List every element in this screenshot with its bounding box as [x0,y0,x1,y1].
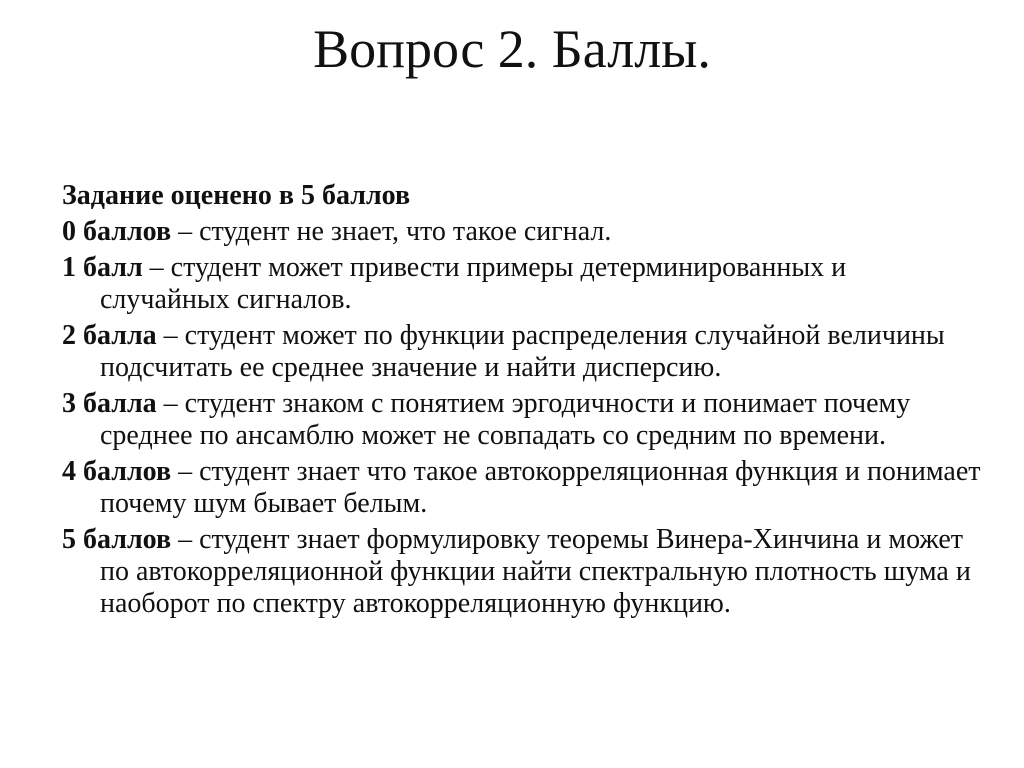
score-label: 5 баллов [62,524,172,555]
score-label: 2 балла [62,320,157,351]
criteria-item-3 [62,388,982,452]
criteria-item-4 [62,456,982,520]
criteria-item-1 [62,252,982,316]
slide-title: Вопрос 2. Баллы. [313,19,711,79]
score-description: – студент не знает, что такое сигнал. [171,216,612,247]
score-label: 3 балла [62,388,157,419]
score-description: – студент может по функции распределения случайной величины подсчитать ее среднее значение и найти дисперсию. [100,320,945,383]
criteria-heading: Задание оценено в 5 баллов [62,180,411,211]
score-label: 1 балл [62,252,143,283]
score-description: – студент может привести примеры детерминированных и случайных сигналов. [100,252,847,315]
score-description: – студент знает формулировку теоремы Винера-Хинчина и может по автокорреляционной функции найти спектральную плотность шума и наоборот по спектру автокорреляционную функцию. [100,524,971,619]
score-description: – студент знает что такое автокорреляционная функция и понимает почему шум бывает белым. [100,456,981,519]
score-label: 4 баллов [62,456,172,487]
score-label: 0 баллов [62,216,172,247]
grading-criteria [62,180,982,624]
criteria-item-5 [62,524,982,620]
criteria-item-2 [62,320,982,384]
score-description: – студент знаком с понятием эргодичности и понимает почему среднее по ансамблю может не совпадать со средним по времени. [100,388,911,451]
criteria-item-0 [62,216,982,248]
